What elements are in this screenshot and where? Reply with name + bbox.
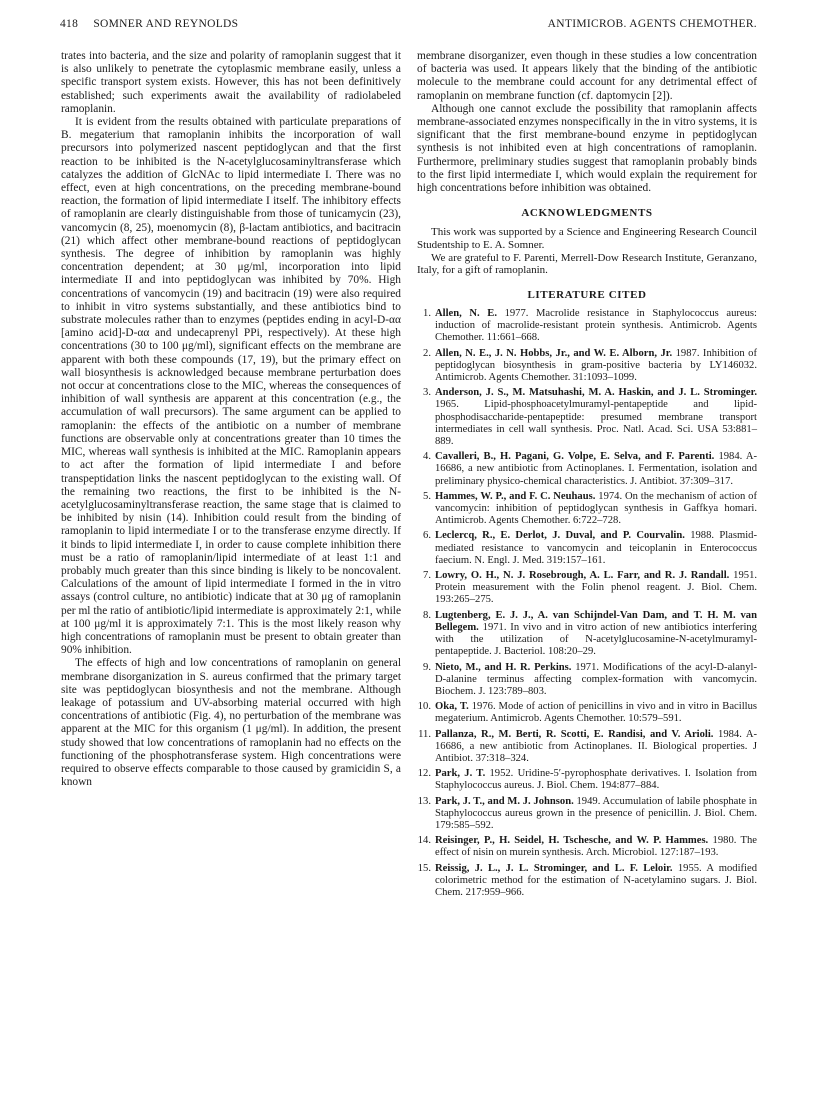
running-header: [60, 18, 757, 34]
reference-authors: Lowry, O. H., N. J. Rosebrough, A. L. Farr, and R. J. Randall.: [435, 570, 730, 582]
reference-authors: Reissig, J. L., J. L. Strominger, and L. F. Leloir.: [435, 862, 673, 874]
reference-authors: Lugtenberg, E. J. J., A. van Schijndel-Van Dam, and T. H. M. van Bellegem.: [435, 609, 757, 633]
reference-number: 11.: [418, 728, 431, 740]
acknowledgments-heading: ACKNOWLEDGMENTS: [521, 207, 653, 220]
reference-text: 1984. A-16686, a new antibiotic from Actinoplanes. II. Biological properties. J Antibiot. 37:318–324.: [435, 728, 758, 764]
reference-item: [417, 308, 757, 345]
left-column: [61, 50, 401, 789]
reference-item: [417, 729, 757, 766]
reference-text: 1977. Macrolide resistance in Staphylococcus aureus: induction of macrolide-resistant protein synthesis. Antimicrob. Agents Chemother. 11:661–668.: [435, 308, 757, 344]
reference-item: [417, 768, 757, 792]
reference-text: 1987. Inhibition of peptidoglycan biosynthesis in gram-positive bacteria by LY146032. Antimicrob. Agents Chemother. 31:1093–1099.: [435, 347, 757, 384]
reference-number: 15.: [417, 862, 431, 874]
reference-number: 7.: [423, 570, 431, 582]
reference-number: 6.: [423, 530, 431, 542]
body-paragraph: The effects of high and low concentrations of ramoplanin on general membrane disorganization in S. aureus confirmed that the primary target site was peptidoglycan biosynthesis and not the membrane. Although leakage of potassium and UV-absorbing material occurred with high concentrations of antibiotic (Fig. 4), no perturbation of the membrane was apparent at the MIC for this organism (1 μg/ml). In addition, the present study showed that low concentrations of ramoplanin had no effects on the functioning of the phosphotransferase system. High concentrations were required to observe effects comparable to those caused by gramicidin S, a known: [61, 657, 401, 789]
reference-text: 1951. Protein measurement with the Folin phenol reagent. J. Biol. Chem. 193:265–275.: [435, 570, 758, 606]
reference-authors: Park, J. T., and M. J. Johnson.: [435, 795, 574, 807]
header-journal: ANTIMICROB. AGENTS CHEMOTHER.: [547, 18, 757, 30]
reference-item: [417, 348, 757, 385]
reference-item: [417, 835, 757, 859]
reference-text: 1949. Accumulation of labile phosphate in Staphylococcus aureus grown in the presence of penicillin. J. Biol. Chem. 179:585–592.: [435, 795, 757, 831]
body-paragraph: trates into bacteria, and the size and polarity of ramoplanin suggest that it is also unlikely to penetrate the cytoplasmic membrane easily, unless a specific transport system exists. However, this has not been definitively established; such experiments await the availability of radiolabeled ramoplanin.: [61, 50, 401, 115]
reference-text: 1984. A-16686, a new antibiotic from Actinoplanes. I. Fermentation, isolation and preliminary physico-chemical characteristics. J. Antibiot. 37:309–317.: [435, 451, 758, 487]
reference-list: [417, 308, 757, 899]
reference-authors: Oka, T.: [435, 701, 469, 713]
reference-number: 8.: [423, 609, 431, 621]
reference-authors: Nieto, M., and H. R. Perkins.: [435, 661, 572, 673]
reference-item: [417, 701, 757, 725]
body-paragraph: Although one cannot exclude the possibility that ramoplanin affects membrane-associated enzymes nonspecifically in the in vitro systems, it is significant that the first membrane-bound enzyme in peptidoglycan synthesis is not inhibited even at high concentrations of ramoplanin. Furthermore, preliminary studies suggest that ramoplanin probably binds to the first lipid intermediate I, which would explain the requirement for high concentrations before inhibition was obtained.: [417, 102, 757, 195]
reference-text: 1971. In vivo and in vitro action of new antibiotics interfering with the utilization of N-acetylglucosamine-N-acetylmuramyl-pentapeptide. J. Bacteriol. 108:20–29.: [435, 621, 757, 658]
reference-text: 1971. Modifications of the acyl-D-alanyl-D-alanine terminus affecting complex-formation with vancomycin. Biochem. J. 123:789–803.: [435, 661, 757, 697]
reference-authors: Park, J. T.: [435, 768, 486, 780]
reference-number: 10.: [417, 701, 431, 713]
acknowledgment-paragraph: This work was supported by a Science and Engineering Research Council Studentship to E. A. Somner.: [417, 226, 757, 252]
reference-authors: Hammes, W. P., and F. C. Neuhaus.: [435, 490, 596, 502]
reference-authors: Pallanza, R., M. Berti, R. Scotti, E. Randisi, and V. Arioli.: [435, 728, 714, 740]
reference-item: [417, 796, 757, 833]
acknowledgments-section: [417, 226, 757, 276]
reference-number: 9.: [423, 661, 431, 673]
references-heading: LITERATURE CITED: [527, 288, 647, 301]
reference-item: [417, 662, 757, 699]
reference-number: 3.: [423, 387, 431, 399]
reference-number: 1.: [423, 308, 431, 320]
reference-text: 1976. Mode of action of penicillins in vivo and in vitro in Bacillus megaterium. Antimicrob. Agents Chemother. 10:579–591.: [435, 701, 758, 725]
reference-item: [417, 610, 757, 659]
reference-number: 4.: [423, 451, 431, 463]
reference-item: [417, 863, 757, 900]
reference-text: 1955. A modified colorimetric method for the estimation of N-acetylamino sugars. J. Biol. Chem. 217:959–966.: [435, 862, 757, 898]
reference-item: [417, 570, 757, 607]
reference-text: 1980. The effect of nisin on murein synthesis. Arch. Microbiol. 127:187–193.: [435, 835, 757, 859]
reference-text: 1974. On the mechanism of action of vancomycin: inhibition of peptidoglycan synthesis in Gaffkya homari. Antimicrob. Agents Chemother. 6:722–728.: [435, 490, 757, 527]
right-column: [417, 50, 757, 902]
reference-item: [417, 530, 757, 567]
reference-number: 13.: [417, 795, 431, 807]
reference-number: 2.: [423, 347, 431, 359]
reference-authors: Leclercq, R., E. Derlot, J. Duval, and P. Courvalin.: [435, 530, 685, 542]
reference-authors: Allen, N. E.: [435, 308, 497, 320]
reference-authors: Reisinger, P., H. Seidel, H. Tschesche, and W. P. Hammes.: [435, 835, 709, 847]
reference-text: 1952. Uridine-5′-pyrophosphate derivatives. I. Isolation from Staphylococcus aureus. J. Biol. Chem. 194:877–884.: [435, 768, 757, 792]
reference-authors: Anderson, J. S., M. Matsuhashi, M. A. Haskin, and J. L. Strominger.: [435, 387, 757, 399]
body-paragraph: membrane disorganizer, even though in these studies a low concentration of bacteria was used. It appears likely that the binding of the antibiotic molecule to the membrane could account for any detrimental effect of ramoplanin on membrane function (cf. daptomycin [2]).: [417, 50, 757, 102]
reference-item: [417, 451, 757, 488]
page-number: 418: [60, 18, 79, 30]
reference-text: 1988. Plasmid-mediated resistance to vancomycin and teicoplanin in Enterococcus faecium. N. Engl. J. Med. 319:157–161.: [435, 530, 757, 566]
reference-text: 1965. Lipid-phosphoacetylmuramyl-pentapeptide and lipid-phosphodisaccharide-pentapeptide: presumed membrane transport intermediates in cell wall synthesis. Proc. Natl. Acad. Sci. USA 53:881–889.: [435, 399, 757, 448]
header-authors: SOMNER AND REYNOLDS: [93, 18, 239, 30]
reference-number: 14.: [417, 835, 431, 847]
header-left: [60, 18, 238, 30]
reference-authors: Allen, N. E., J. N. Hobbs, Jr., and W. E. Alborn, Jr.: [435, 347, 673, 359]
acknowledgment-paragraph: We are grateful to F. Parenti, Merrell-Dow Research Institute, Geranzano, Italy, for a gift of ramoplanin.: [417, 251, 757, 277]
reference-item: [417, 491, 757, 528]
body-paragraph: It is evident from the results obtained with particulate preparations of B. megaterium that ramoplanin inhibits the incorporation of wall precursors into polymerized nascent peptidoglycan and that the first reaction to be inhibited is the N-acetylglucosaminyltransferase which catalyzes the addition of GlcNAc to lipid intermediate I. There was no effect, even at high concentrations, on the preceding membrane-bound reaction, the formation of lipid intermediate I itself. The inhibitory effects of ramoplanin are clearly distinguishable from those of tunicamycin (23), vancomycin (8, 25), moenomycin (8), β-lactam antibiotics, and bacitracin (21) which affect other membrane-bound reactions of peptidoglycan synthesis. The degree of inhibition by ramoplanin was highly concentration dependent; at 30 μg/ml, incorporation into lipid intermediate II and into peptidoglycan was inhibited by 70%. High concentrations of vancomycin (19) and bacitracin (19) were also required to inhibit in vitro systems substantially, and these antibiotics bind to substrate molecules rather than to enzymes (peptides ending in acyl-D-αα [amino acid]-D-αα and undecaprenyl PPi, respectively). At these high concentrations (30 to 100 μg/ml), significant effects on the membrane are apparent with both these compounds (17, 19), but the primary effect on wall biosynthesis is acknowledged because membrane perturbation does not occur at concentrations close to the MIC, whereas the consequences of inhibition of wall synthesis are apparent at this concentration (e.g., the accumulation of wall precursors). The same argument can be applied to ramoplanin: the effects of the antibiotic on a number of membrane functions are observable only at concentrations greater than 10 times the MIC, whereas wall synthesis is inhibited at the MIC. Ramoplanin appears to act after the formation of lipid intermediate I and before transpeptidation links the nascent peptidoglycan to the existing wall. Of the remaining two reactions, the first to be inhibited is the N-acetylglucosaminyltransferase reaction, the same stage that is claimed to be inhibited by nisin (14). Inhibition could result from the binding of ramoplanin to lipid intermediate I or to the transferase enzyme directly. If it binds to lipid intermediate I, in order to cause complete inhibition there must be a ratio of ramoplanin/lipid intermediate of at least 1:1 and probably much greater than this since binding is likely to be noncovalent. Calculations of the amount of lipid intermediate I formed in the in vitro assays (control culture, no antibiotic) indicate that at 30 μg of ramoplanin per ml the ratio of antibiotic/lipid intermediate is approximately 2:1, while at 100 μg/ml it is approximately 7:1. This is the most likely reason why high concentrations of ramoplanin must be present to obtain greater than 90% inhibition.: [61, 116, 401, 657]
reference-number: 12.: [417, 768, 431, 780]
reference-number: 5.: [423, 490, 431, 502]
reference-item: [417, 387, 757, 448]
reference-authors: Cavalleri, B., H. Pagani, G. Volpe, E. Selva, and F. Parenti.: [435, 451, 715, 463]
